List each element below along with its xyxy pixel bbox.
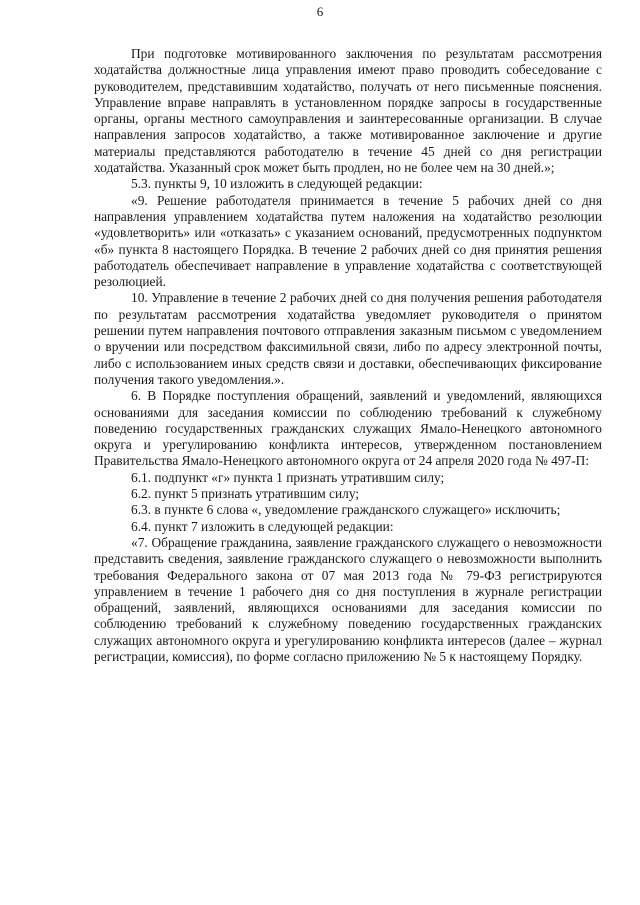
- paragraph-point-10: 10. Управление в течение 2 рабочих дней со дня получения решения работодателя по результатам рассмотрения ходатайства уведомляет руководителя о принятом решении путем направления почтового отправления заказным письмом с уведомлением о вручении или посредством факсимильной связи, либо по адресу электронной почты, либо с использованием иных средств связи и доставки, обеспечивающих фиксирование получения такого уведомления.».: [94, 290, 602, 387]
- paragraph-item-6-4: 6.4. пункт 7 изложить в следующей редакции:: [131, 518, 394, 534]
- page-number: 6: [316, 4, 324, 19]
- paragraph-item-6-3: 6.3. в пункте 6 слова «, уведомление гражданского служащего» исключить;: [131, 502, 561, 518]
- paragraph-point-7: «7. Обращение гражданина, заявление гражданского служащего о невозможности представить сведения, заявление гражданского служащего о невозможности выполнить требования Федерального закона от 07 мая 2013 года № 79-ФЗ регистрируются управлением в течение 1 рабочего дня со дня поступления в журнале регистрации обращений, заявлений, являющихся основаниями для заседания комиссии по соблюдению требований к служебному поведению государственных гражданских служащих автономного округа и урегулированию конфликта интересов (далее – журнал регистрации, комиссия), по форме согласно приложению № 5 к настоящему Порядку.: [94, 534, 602, 664]
- paragraph-conclusion-procedure: При подготовке мотивированного заключения по результатам рассмотрения ходатайства должностные лица управления имеют право проводить собеседование с руководителем, представившим ходатайство, получать от него письменные пояснения. Управление вправе направлять в установленном порядке запросы в государственные органы, органы местного самоуправления и заинтересованные организации. В случае направления запросов ходатайство, а также мотивированное заключение и другие материалы представляются работодателю в течение 45 дней со дня регистрации ходатайства. Указанный срок может быть продлен, но не более чем на 30 дней.»;: [94, 46, 602, 176]
- paragraph-item-5-3: 5.3. пункты 9, 10 изложить в следующей редакции:: [131, 176, 423, 192]
- document-body: [94, 46, 602, 665]
- paragraph-point-9: «9. Решение работодателя принимается в течение 5 рабочих дней со дня направления управлением ходатайства путем наложения на ходатайство резолюции «удовлетворить» или «отказать» с указанием оснований, предусмотренных подпунктом «б» пункта 8 настоящего Порядка. В течение 2 рабочих дней со дня принятия решения работодатель обеспечивает направление в управление ходатайства с соответствующей резолюцией.: [94, 192, 602, 290]
- paragraph-item-6: 6. В Порядке поступления обращений, заявлений и уведомлений, являющихся основаниями для заседания комиссии по соблюдению требований к служебному поведению государственных гражданских служащих Ямало-Ненецкого автономного округа и урегулированию конфликта интересов, утвержденном постановлением Правительства Ямало-Ненецкого автономного округа от 24 апреля 2020 года № 497-П:: [94, 388, 602, 469]
- paragraph-item-6-2: 6.2. пункт 5 признать утратившим силу;: [131, 486, 360, 502]
- paragraph-item-6-1: 6.1. подпункт «г» пункта 1 признать утратившим силу;: [131, 469, 445, 485]
